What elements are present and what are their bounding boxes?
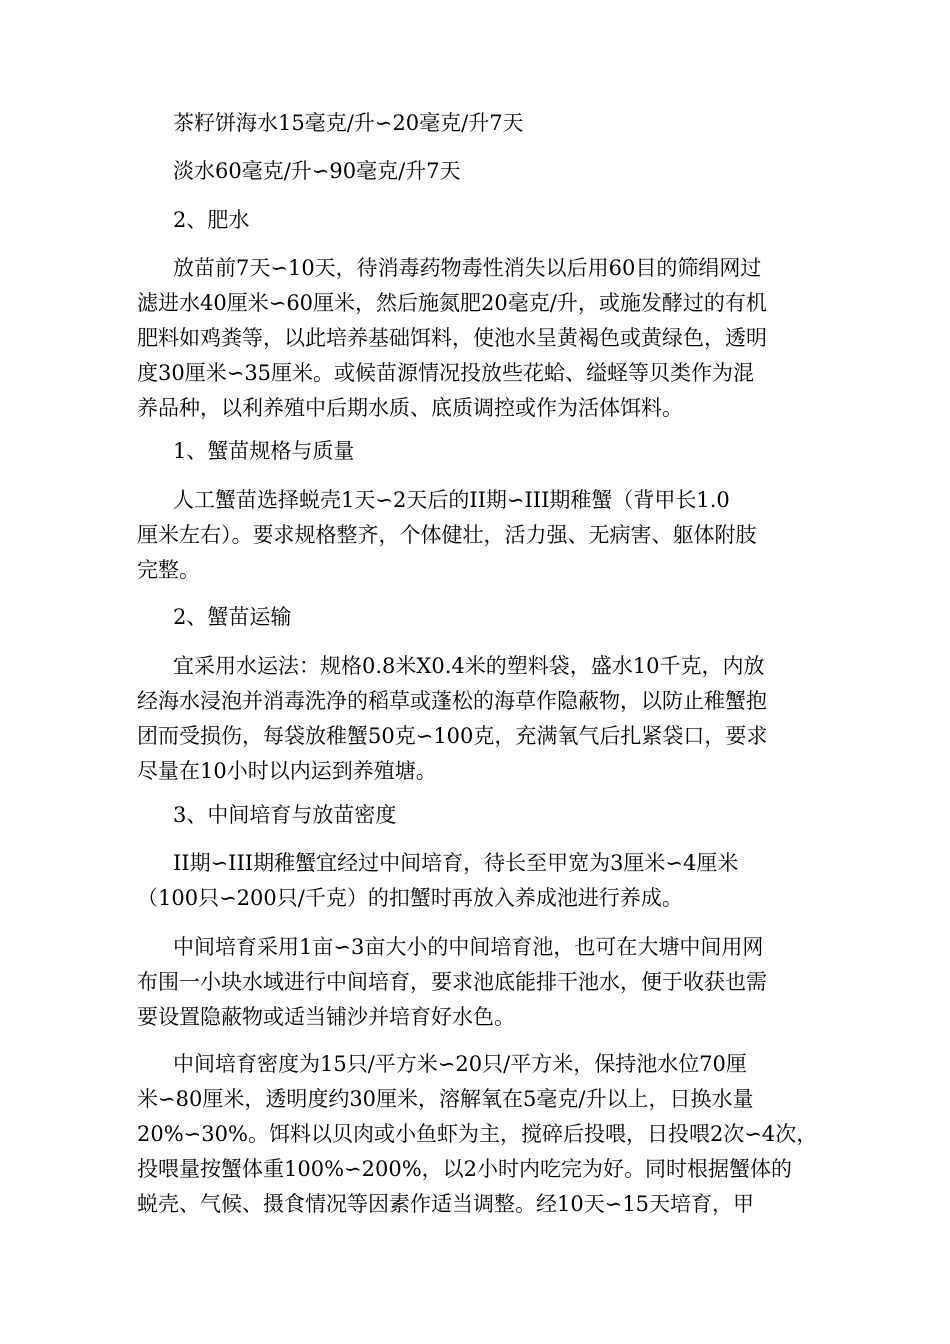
text-line: 要设置隐蔽物或适当铺沙并培育好水色。 <box>137 1005 515 1029</box>
text-line: （100只∽200只/千克）的扣蟹时再放入养成池进行养成。 <box>137 886 683 910</box>
text-line: 肥料如鸡粪等，以此培养基础饵料，使池水呈黄褐色或黄绿色，透明 <box>137 326 767 350</box>
paragraph-rearing-pond <box>137 930 817 1035</box>
text-line: 完整。 <box>137 558 200 582</box>
section-heading-seed-transport <box>137 600 817 635</box>
text-line: 度30厘米∽35厘米。或候苗源情况投放些花蛤、缢蛏等贝类作为混 <box>137 361 755 385</box>
text-line: 蜕壳、气候、摄食情况等因素作适当调整。经10天∽15天培育，甲 <box>137 1192 755 1216</box>
paragraph-juvenile-rearing <box>137 846 817 916</box>
paragraph-fertilize-water <box>137 251 817 426</box>
heading-text: 2、蟹苗运输 <box>173 605 292 629</box>
paragraph-rearing-density <box>137 1047 817 1222</box>
text-line: 养品种，以利养殖中后期水质、底质调控或作为活体饵料。 <box>137 396 683 420</box>
paragraph-seed-spec <box>137 483 817 588</box>
section-heading-intermediate-rearing <box>137 798 817 833</box>
text-line: 经海水浸泡并消毒洗净的稻草或蓬松的海草作隐蔽物，以防止稚蟹抱 <box>137 689 767 713</box>
heading-text: 2、肥水 <box>173 208 250 232</box>
text-line: 淡水60毫克/升∽90毫克/升7天 <box>173 159 461 183</box>
text-line: 投喂量按蟹体重100%∽200%，以2小时内吃完为好。同时根据蟹体的 <box>137 1157 793 1181</box>
section-heading-fertilize-water <box>137 203 817 238</box>
paragraph-seed-transport <box>137 649 817 789</box>
text-line: 中间培育密度为15只/平方米∽20只/平方米，保持池水位70厘 <box>173 1052 747 1076</box>
heading-text: 1、蟹苗规格与质量 <box>173 439 355 463</box>
paragraph-seawater-dose <box>137 106 817 141</box>
text-line: 放苗前7天∽10天，待消毒药物毒性消失以后用60目的筛绢网过 <box>173 256 762 280</box>
text-line: 中间培育采用1亩∽3亩大小的中间培育池，也可在大塘中间用网 <box>173 935 764 959</box>
text-line: 尽量在10小时以内运到养殖塘。 <box>137 759 437 783</box>
text-line: 团而受损伤，每袋放稚蟹50克∽100克，充满氧气后扎紧袋口，要求 <box>137 724 768 748</box>
text-line: 茶籽饼海水15毫克/升∽20毫克/升7天 <box>173 111 524 135</box>
text-line: 米∽80厘米，透明度约30厘米，溶解氧在5毫克/升以上，日换水量 <box>137 1087 754 1111</box>
paragraph-freshwater-dose <box>137 154 817 189</box>
text-line: 宜采用水运法：规格0.8米X0.4米的塑料袋，盛水10千克，内放 <box>173 654 765 678</box>
text-line: 布围一小块水域进行中间培育，要求池底能排干池水，便于收获也需 <box>137 970 767 994</box>
text-line: 人工蟹苗选择蜕壳1天∽2天后的II期∽III期稚蟹（背甲长1.0 <box>173 488 730 512</box>
text-line: 滤进水40厘米∽60厘米，然后施氮肥20毫克/升，或施发酵过的有机 <box>137 291 767 315</box>
heading-text: 3、中间培育与放苗密度 <box>173 803 397 827</box>
section-heading-seed-spec <box>137 434 817 469</box>
text-line: 厘米左右）。要求规格整齐，个体健壮，活力强、无病害、躯体附肢 <box>137 523 757 547</box>
text-line: II期∽III期稚蟹宜经过中间培育，待长至甲宽为3厘米∽4厘米 <box>173 851 739 875</box>
text-line: 20%∽30%。饵料以贝肉或小鱼虾为主，搅碎后投喂，日投喂2次∽4次， <box>137 1122 818 1146</box>
